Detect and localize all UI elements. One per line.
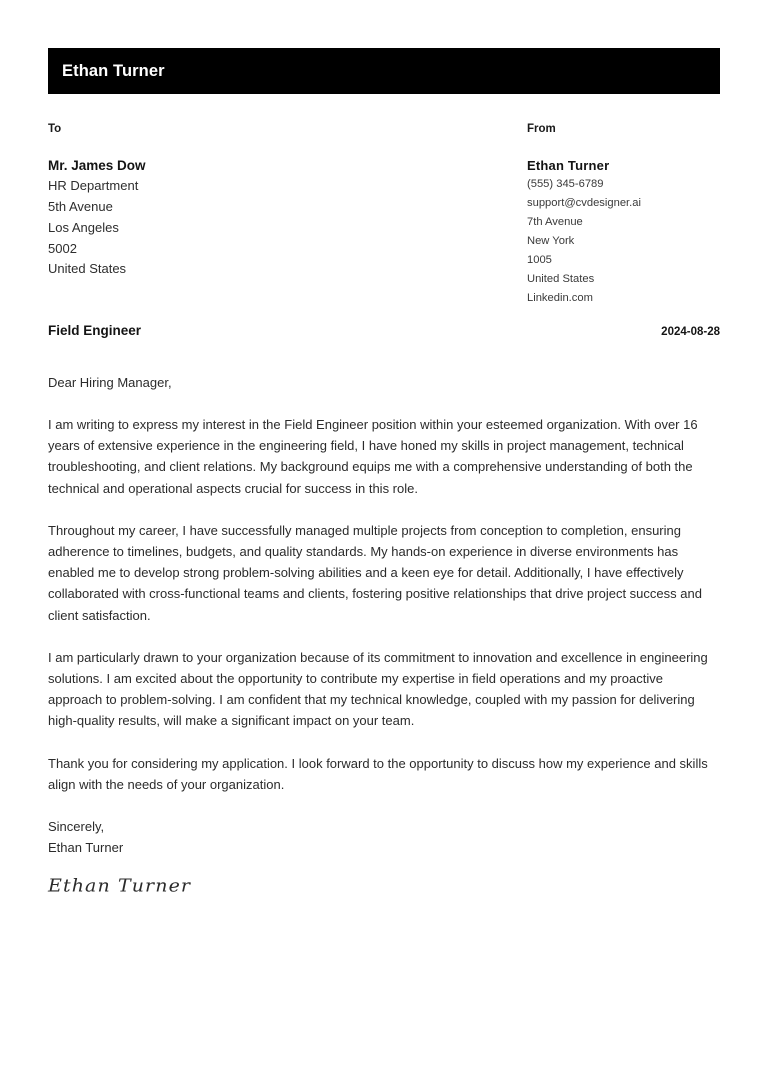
sender-address-line: United States: [527, 272, 595, 285]
sender-website: Linkedin.com: [527, 291, 593, 304]
recipient-address-line: HR Department: [48, 178, 139, 194]
sender-address-line: 1005: [527, 253, 552, 266]
letter-body: [48, 372, 720, 897]
header-name-bar: [48, 48, 720, 94]
recipient-name: Mr. James Dow: [48, 157, 146, 173]
letter-date: 2024-08-28: [661, 326, 720, 338]
closing-name: Ethan Turner: [48, 840, 124, 856]
closing-block: [48, 816, 720, 897]
body-paragraph: I am particularly drawn to your organization because of its commitment to innovation and excellence in engineering solutions. I am excited about the opportunity to contribute my expertise in field operations and my proactive approach to problem-solving. I am confident that my technical knowledge, coupled with my passion for delivering high-quality results, will make a significant impact on your team.: [48, 649, 708, 729]
body-paragraph: Thank you for considering my application. I look forward to the opportunity to discuss how my experience and skills align with the needs of your organization.: [48, 755, 708, 792]
signature: Ethan Turner: [48, 875, 192, 897]
recipient-address-line: 5th Avenue: [48, 199, 113, 215]
sender-address-line: New York: [527, 234, 575, 247]
sender-email: support@cvdesigner.ai: [527, 196, 641, 209]
sender-label: From: [527, 123, 556, 135]
recipient-address-line: 5002: [48, 240, 77, 256]
recipient-address-line: Los Angeles: [48, 219, 119, 235]
sender-phone: (555) 345-6789: [527, 177, 604, 190]
position-title: Field Engineer: [48, 323, 142, 338]
recipient-column: [48, 124, 527, 308]
address-section: [48, 124, 720, 308]
sender-column: [527, 124, 720, 308]
sender-name: Ethan Turner: [527, 157, 610, 173]
body-paragraph: Throughout my career, I have successfully managed multiple projects from conception to completion, ensuring adherence to timelines, budgets, and quality standards. My hands-on experience in diverse environments has enabled me to develop strong problem-solving abilities and a keen eye for detail. Additionally, I have effectively collaborated with cross-functional teams and clients, fostering positive relationships that drive project success and client satisfaction.: [48, 522, 702, 623]
subject-row: [48, 324, 720, 339]
recipient-label: To: [48, 123, 62, 135]
salutation: Dear Hiring Manager,: [48, 375, 172, 390]
closing-salutation: Sincerely,: [48, 819, 105, 835]
sender-address-line: 7th Avenue: [527, 215, 583, 228]
body-paragraph: I am writing to express my interest in the Field Engineer position within your esteemed organization. With over 16 years of extensive experience in the engineering field, I have honed my skills in project management, technical troubleshooting, and client relations. My background equips me with a comprehensive understanding of both the technical and operational aspects crucial for success in this role.: [48, 417, 698, 496]
header-applicant-name: Ethan Turner: [62, 61, 165, 80]
recipient-address-line: United States: [48, 261, 127, 277]
